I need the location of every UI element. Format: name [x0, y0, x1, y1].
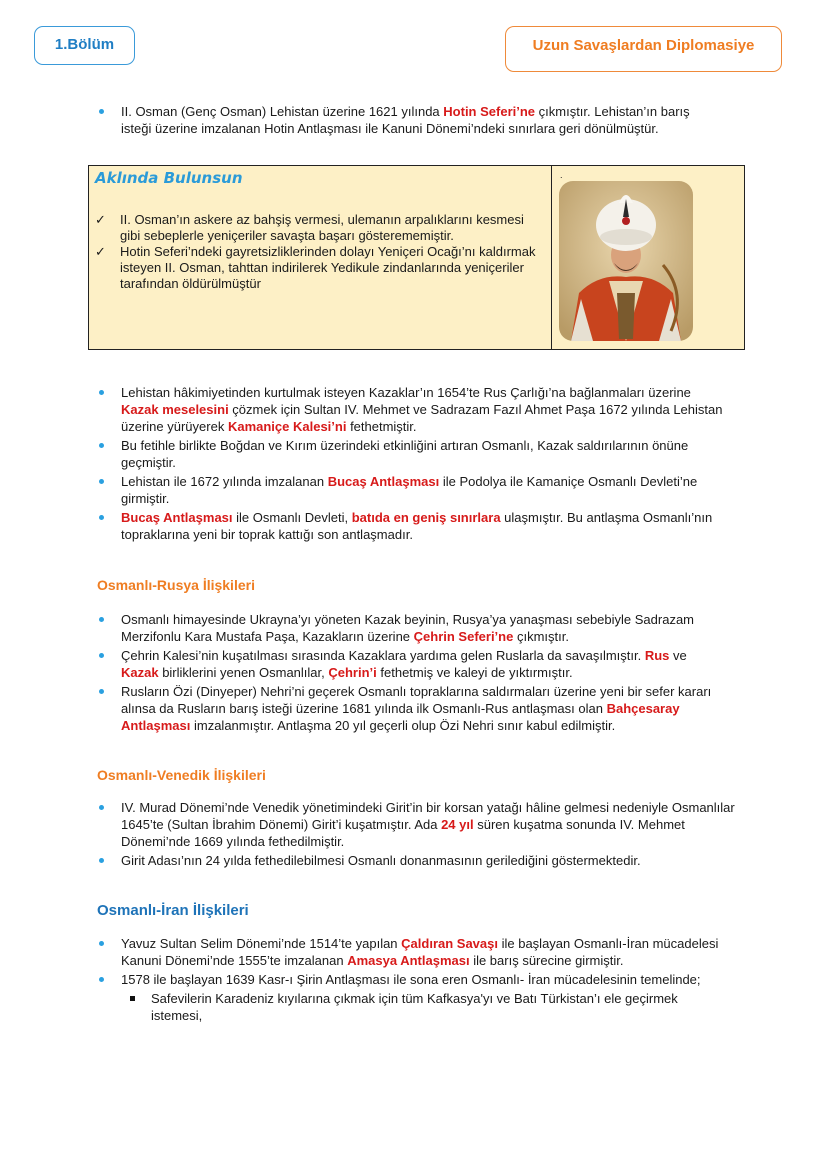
unit-title-badge: Uzun Savaşlardan Diplomasiye: [505, 26, 782, 72]
reminder-title: Aklında Bulunsun: [95, 169, 243, 187]
list-item: Bucaş Antlaşması ile Osmanlı Devleti, batıda en geniş sınırlara ulaşmıştır. Bu antlaşma Osmanlı’nın topraklarına yeni bir toprak kattığı son antlaşmadır.: [97, 509, 727, 543]
list-item: IV. Murad Dönemi’nde Venedik yönetimindeki Girit’in bir korsan yatağı hâline gelmesi nedeniyle Osmanlılar 1645’te (Sultan İbrahim Dönemi) Girit’i kuşatmıştır. Ada 24 yıl süren kuşatma sonunda IV. Mehmet Dönemi’nde 1669 yılında fethedilmiştir.: [97, 799, 737, 850]
list-item: II. Osman (Genç Osman) Lehistan üzerine 1621 yılında Hotin Seferi’ne çıkmıştır. Lehistan’ın barış isteği üzerine imzalanan Hotin Antlaşması ile Kanuni Dönemi’ndeki sınırlara geri dönülmüştür.: [97, 103, 722, 137]
portrait-cell: [552, 166, 744, 348]
venice-heading: Osmanlı-Venedik İlişkileri: [97, 767, 266, 783]
list-item: Osmanlı himayesinde Ukrayna’yı yöneten Kazak beyinin, Rusya’ya yanaşması sebebiyle Sadrazam Merzifonlu Kara Mustafa Paşa, Kazakların üzerine Çehrin Seferi’ne çıkmıştır.: [97, 611, 722, 645]
reminder-item: ✓ II. Osman’ın askere az bahşiş vermesi, ulemanın arpalıklarını kesmesi gibi sebeplerle yeniçeriler savaşta başarı gösterememiştir.: [95, 212, 524, 243]
list-item: Bu fetihle birlikte Boğdan ve Kırım üzerindeki etkinliğini artıran Osmanlı, Kazak saldırılarının önüne geçmiştir.: [97, 437, 727, 471]
reminder-box: [88, 165, 745, 350]
russia-heading: Osmanlı-Rusya İlişkileri: [97, 577, 255, 593]
sub-list-item: Safevilerin Karadeniz kıyılarına çıkmak için tüm Kafkasya'yı ve Batı Türkistan’ı ele geçirmek istemesi,: [121, 990, 722, 1024]
check-mark-icon: ✓: [95, 212, 106, 227]
list-item: 1578 ile başlayan 1639 Kasr-ı Şirin Antlaşması ile sona eren Osmanlı- İran mücadelesinin temelinde; Safevilerin Karadeniz kıyılarına çıkmak için tüm Kafkasya'yı ve Batı Türkistan’ı ele geçirmek istemesi,: [97, 971, 722, 1024]
sultan-portrait-image: [559, 181, 693, 341]
russia-section: [97, 611, 722, 736]
iran-heading: Osmanlı-İran İlişkileri: [97, 902, 249, 919]
iran-section: [97, 935, 722, 1026]
list-item: Rusların Özi (Dinyeper) Nehri’ni geçerek Osmanlı topraklarına saldırmaları üzerine yeni bir sefer kararı alınsa da Rusların barış isteği üzerine 1681 yılında ilk Osmanlı-Rus antlaşması olan Bahçesaray Antlaşması imzalanmıştır. Antlaşma 20 yıl geçerli olup Özi Nehri sınır kabul edilmiştir.: [97, 683, 722, 734]
reminder-item: ✓ Hotin Seferi’ndeki gayretsizliklerinden dolayı Yeniçeri Ocağı’nı kaldırmak isteyen II. Osman, tahttan indirilerek Yedikule zindanlarında yeniçeriler tarafından öldürülmüştür: [95, 244, 536, 291]
kazak-section: [97, 384, 727, 545]
chapter-badge: 1.Bölüm: [34, 26, 135, 65]
list-item: Girit Adası’nın 24 yılda fethedilebilmesi Osmanlı donanmasının gerilediğini göstermektedir.: [97, 852, 737, 869]
list-item: Lehistan ile 1672 yılında imzalanan Bucaş Antlaşması ile Podolya ile Kamaniçe Osmanlı Devleti’ne girmiştir.: [97, 473, 727, 507]
list-item: Lehistan hâkimiyetinden kurtulmak isteyen Kazaklar’ın 1654’te Rus Çarlığı’na bağlanmaları üzerine Kazak meselesini çözmek için Sultan IV. Mehmet ve Sadrazam Fazıl Ahmet Paşa 1672 yılında Lehistan üzerine yürüyerek Kamaniçe Kalesi’ni fethetmiştir.: [97, 384, 727, 435]
check-mark-icon: ✓: [95, 244, 106, 259]
list-item: Yavuz Sultan Selim Dönemi’nde 1514’te yapılan Çaldıran Savaşı ile başlayan Osmanlı-İran mücadelesi Kanuni Dönemi’nde 1555’te imzalanan Amasya Antlaşması ile barış sürecine girmiştir.: [97, 935, 722, 969]
dot-mark: .: [560, 170, 563, 180]
venice-section: [97, 799, 737, 871]
list-item: Çehrin Kalesi’nin kuşatılması sırasında Kazaklara yardıma gelen Ruslarla da savaşılmıştır. Rus ve Kazak birliklerini yenen Osmanlılar, Çehrin’i fethetmiş ve kaleyi de yıktırmıştır.: [97, 647, 722, 681]
reminder-list: [95, 212, 540, 292]
intro-section: [97, 103, 722, 139]
sub-list: [121, 990, 722, 1024]
